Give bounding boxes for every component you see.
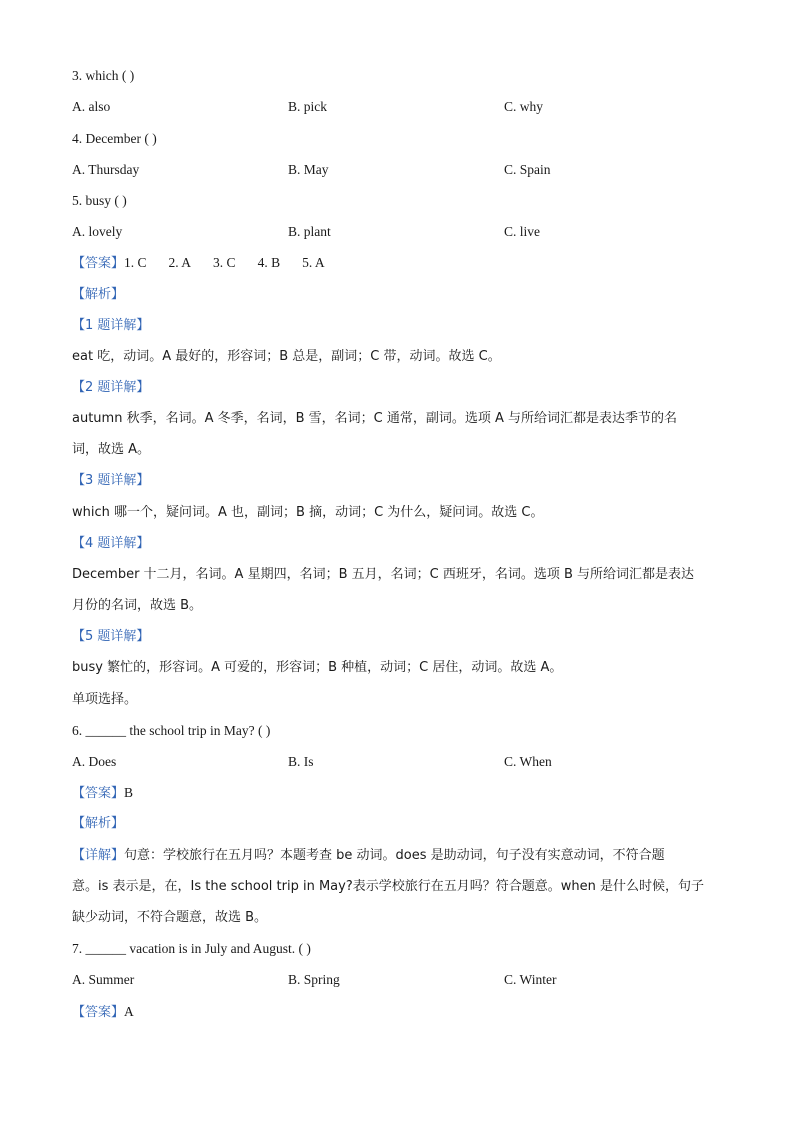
detail-tag: 【详解】 — [72, 848, 125, 863]
analysis-tag-2: 【解析】 — [72, 816, 125, 831]
option-a: A. also — [72, 99, 111, 114]
option-a: A. Does — [72, 754, 117, 769]
detail-4-text-line-1: December 十二月，名词。A 星期四，名词；B 五月，名词；C 西班牙，名词。选项 B 与所给词汇都是表达 — [72, 567, 695, 582]
option-b: B. May — [288, 162, 329, 177]
detail-1-tag: 【1 题详解】 — [72, 318, 150, 333]
question-6-stem: 6. ______ the school trip in May? ( ) — [72, 723, 271, 738]
option-c: C. When — [504, 754, 552, 769]
detail-2-tag: 【2 题详解】 — [72, 380, 150, 395]
q6-detail-line-1 — [72, 845, 665, 867]
answer-1: 1. C — [124, 255, 147, 270]
answer-3: 3. C — [213, 255, 236, 270]
question-5-stem: 5. busy ( ) — [72, 193, 127, 208]
analysis-tag: 【解析】 — [72, 287, 125, 302]
detail-2-text-line-1: autumn 秋季，名词。A 冬季，名词，B 雪，名词；C 通常，副词。选项 A 与所给词汇都是表达季节的名 — [72, 411, 678, 426]
question-6-options — [72, 751, 722, 773]
answer-tag: 【答案】 — [72, 1005, 125, 1020]
option-b: B. plant — [288, 224, 331, 239]
question-3-options — [72, 96, 722, 118]
q6-detail-line-2: 意。is 表示是，在，Is the school trip in May?表示学校旅行在五月吗？符合题意。when 是什么时候，句子 — [72, 879, 704, 894]
detail-4-tag: 【4 题详解】 — [72, 536, 150, 551]
question-3-stem: 3. which ( ) — [72, 68, 135, 83]
section-title: 单项选择。 — [72, 692, 138, 707]
answer-4: 4. B — [257, 255, 281, 270]
question-7-stem: 7. ______ vacation is in July and August. ( ) — [72, 941, 311, 956]
answer-value: B — [124, 785, 134, 800]
option-c: C. live — [504, 224, 540, 239]
option-a: A. Summer — [72, 972, 135, 987]
answer-line-1 — [72, 252, 347, 274]
option-b: B. pick — [288, 99, 327, 114]
detail-5-tag: 【5 题详解】 — [72, 629, 150, 644]
question-5-options — [72, 221, 722, 243]
answer-tag: 【答案】 — [72, 786, 125, 801]
question-4-stem: 4. December ( ) — [72, 131, 157, 146]
answer-line-3 — [72, 1001, 134, 1023]
option-c: C. why — [504, 99, 544, 114]
answer-2: 2. A — [168, 255, 192, 270]
answer-value: A — [124, 1004, 134, 1019]
answer-tag: 【答案】 — [72, 256, 125, 271]
detail-text: 句意：学校旅行在五月吗？本题考查 be 动词。does 是助动词，句子没有实意动词，不符合题 — [124, 848, 665, 863]
detail-1-text: eat 吃，动词。A 最好的，形容词；B 总是，副词；C 带，动词。故选 C。 — [72, 349, 501, 364]
detail-3-text: which 哪一个，疑问词。A 也，副词；B 摘，动词；C 为什么，疑问词。故选 C。 — [72, 505, 544, 520]
option-a: A. Thursday — [72, 162, 140, 177]
q6-detail-line-3: 缺少动词，不符合题意，故选 B。 — [72, 910, 268, 925]
detail-3-tag: 【3 题详解】 — [72, 473, 150, 488]
question-4-options — [72, 159, 722, 181]
answer-line-2 — [72, 782, 133, 804]
option-b: B. Is — [288, 754, 314, 769]
question-7-options — [72, 969, 722, 991]
option-c: C. Spain — [504, 162, 551, 177]
option-b: B. Spring — [288, 972, 340, 987]
detail-5-text: busy 繁忙的，形容词。A 可爱的，形容词；B 种植，动词；C 居住，动词。故选 A。 — [72, 660, 563, 675]
detail-4-text-line-2: 月份的名词，故选 B。 — [72, 598, 203, 613]
detail-2-text-line-2: 词，故选 A。 — [72, 442, 151, 457]
answer-5: 5. A — [302, 255, 325, 270]
option-c: C. Winter — [504, 972, 557, 987]
option-a: A. lovely — [72, 224, 123, 239]
